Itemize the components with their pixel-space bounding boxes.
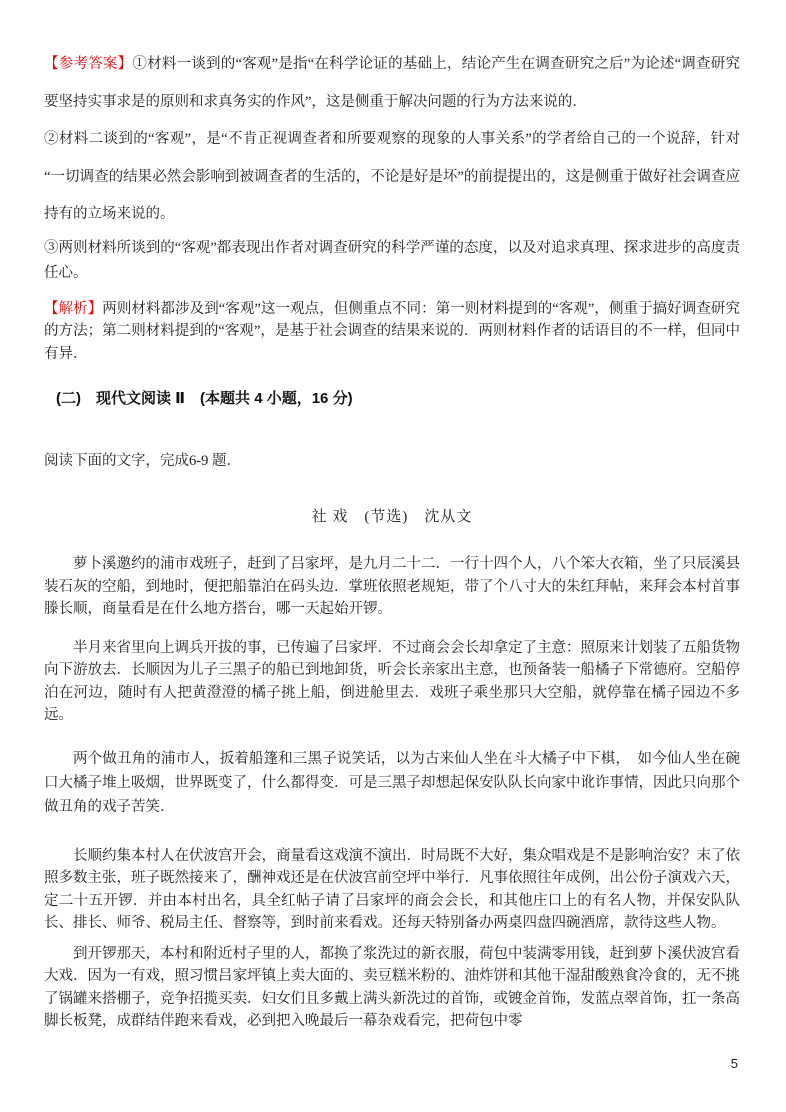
story-paragraph-1: 萝卜溪邀约的浦市戏班子，赶到了吕家坪，是九月二十二．一行十四个人，八个笨大衣箱，坐了只辰溪县装石灰的空船，到地时，便把船靠泊在码头边．掌班依照老规矩，带了个八寸大的朱红拜帖，来拜会本村首事滕长顺，商量看是在什么地方搭台，哪一天起始开锣。 xyxy=(44,556,740,617)
story-paragraph-2: 半月来省里向上调兵开拔的事，已传遍了吕家坪．不过商会会长却拿定了主意：照原来计划装了五船货物向下游放去．长顺因为儿子三黑子的船已到地卸货，听会长亲家出主意，也预备装一船橘子下常德府。空船停泊在河边，随时有人把黄澄澄的橘子挑上船，倒进舱里去．戏班子乘坐那只大空船，就停靠在橘子园边不多远。 xyxy=(44,639,740,723)
reading-instructions: 阅读下面的文字，完成6-9 题． xyxy=(44,453,241,469)
story-title: 社 戏 (节选) 沈从文 xyxy=(311,509,473,525)
story-paragraph-4: 长顺约集本村人在伏波宫开会，商量看这戏演不演出．时局既不大好，集众唱戏是不是影响治安？末了依照多数主张，班子既然接来了，酬神戏还是在伏波宫前空坪中举行．凡事依照往年成例，出公份子演戏六天，定二十五开锣．并由本村出名，具全红帖子请了吕家坪的商会会长，和其他庄口上的有名人物，并保安队队长、排长、师爷、税局主任、督察等，到时前来看戏。还每天特别备办两桌四盘四碗酒席，款待这些人物。 xyxy=(44,847,740,931)
section-heading: (二) 现代文阅读 Ⅱ (本题共 4 小题，16 分) xyxy=(56,390,353,407)
reference-answer-label: 【参考答案】 xyxy=(44,56,133,72)
reference-answer-item-2: ②材料二谈到的“客观”，是“不肯正视调查者和所要观察的现象的人事关系”的学者给自己的一个说辞，针对“一切调查的结果必然会影响到被调查者的生活的，不论是好是坏”的前提提出的，这是侧重于做好社会调查应持有的立场来说的。 xyxy=(44,131,740,222)
analysis-text: 两则材料都涉及到“客观”这一观点，但侧重点不同：第一则材料提到的“客观”，侧重于搞好调查研究的方法；第二则材料提到的“客观”，是基于社会调查的结果来说的．两则材料作者的话语目的不一样，但同中有异． xyxy=(44,300,740,362)
story-paragraph-3: 两个做丑角的浦市人，扳着船篷和三黑子说笑话，以为古来仙人坐在斗大橘子中下棋， 如今仙人坐在碗口大橘子堆上吸烟，世界既变了，什么都得变．可是三黑子却想起保安队队长向家中讹诈事情，因此只向那个做丑角的戏子苦笑． xyxy=(44,750,740,815)
story-paragraph-5: 到开锣那天，本村和附近村子里的人，都换了浆洗过的新衣服，荷包中装满零用钱，赶到萝卜溪伏波宫看大戏．因为一有戏，照习惯吕家坪镇上卖大面的、卖豆糕米粉的、油炸饼和其他干湿甜酸熟食冷食的，无不挑了锅罐来搭棚子，竞争招揽买卖．妇女们且多戴上满头新洗过的首饰，或镀金首饰，发蓝点翠首饰，扛一条高脚长板凳，成群结伴跑来看戏，必到把入晚最后一幕杂戏看完，把荷包中零 xyxy=(44,945,740,1029)
reference-answer-item-1 xyxy=(44,46,740,121)
analysis-block xyxy=(44,298,740,366)
reference-answer-item-3: ③两则材料所谈到的“客观”都表现出作者对调查研究的科学严谨的态度，以及对追求真理、探求进步的高度责任心。 xyxy=(44,239,740,281)
page-number: 5 xyxy=(730,1056,738,1071)
analysis-label: 【解析】 xyxy=(44,300,103,317)
reference-answer-text-1: ①材料一谈到的“客观”是指“在科学论证的基础上，结论产生在调查研究之后”为论述“调查研究要坚持实事求是的原则和求真务实的作风”，这是侧重于解决问题的行为方法来说的． xyxy=(44,56,740,110)
